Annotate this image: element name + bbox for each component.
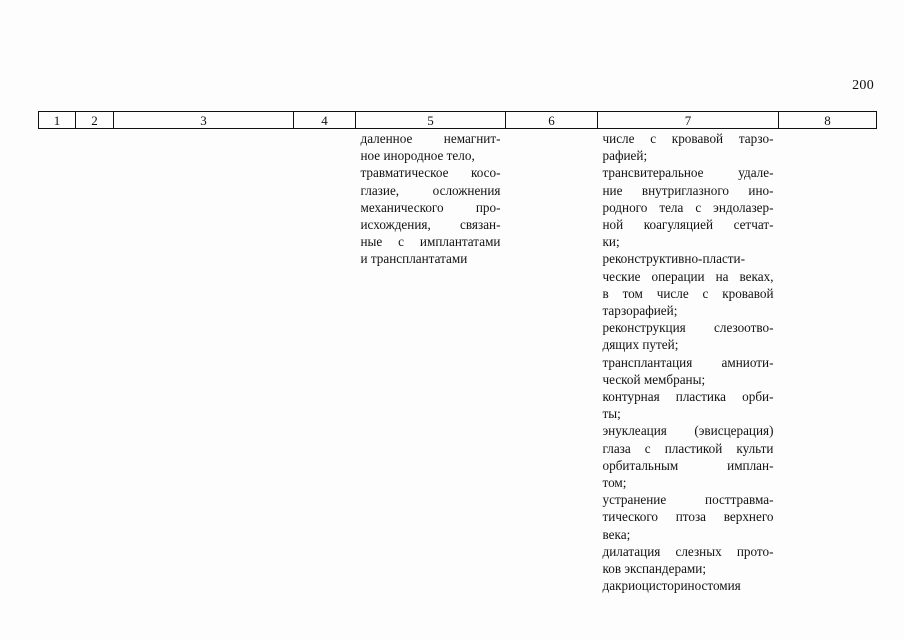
treatment-line: дилатация слезных прото-	[602, 543, 774, 559]
treatment-line: дакриоцисториностомия	[602, 578, 741, 594]
treatment-line: глаза с пластикой культи	[602, 440, 774, 456]
cell-col-6	[506, 129, 598, 595]
diagnosis-line: исхождения, связан-	[360, 217, 501, 233]
treatment-line: дящих путей;	[602, 337, 679, 353]
header-col-1: 1	[39, 112, 76, 129]
diagnosis-line: и трансплантатами	[360, 251, 468, 267]
treatment-line: рафией;	[602, 148, 648, 164]
header-col-4: 4	[294, 112, 356, 129]
cell-col-2	[76, 129, 114, 595]
cell-col-3	[114, 129, 294, 595]
treatment-line: в том числе с кровавой	[602, 285, 774, 301]
table-row	[39, 129, 877, 595]
data-table	[38, 111, 877, 594]
treatment-line: трансплантация амниоти-	[602, 354, 774, 370]
treatment-line: ческой мембраны;	[602, 371, 706, 387]
diagnosis-line: травматическое косо-	[360, 165, 501, 181]
treatment-line: том;	[602, 475, 627, 491]
treatment-line: родного тела с эндолазер-	[602, 199, 774, 215]
treatment-line: энуклеация (эвисцерация)	[602, 423, 774, 439]
treatment-line: числе с кровавой тарзо-	[602, 131, 774, 146]
treatment-line: ты;	[602, 406, 621, 422]
header-col-6: 6	[506, 112, 598, 129]
treatment-line: устранение посттравма-	[602, 492, 774, 508]
header-col-2: 2	[76, 112, 114, 129]
diagnosis-line: даленное немагнит-	[360, 131, 501, 146]
diagnosis-line: механического про-	[360, 199, 501, 215]
treatment-line: реконструктивно-пласти-	[602, 251, 746, 267]
header-col-3: 3	[114, 112, 294, 129]
treatment-line: ние внутриглазного ино-	[602, 182, 774, 198]
cell-col-1	[39, 129, 76, 595]
treatment-line: ки;	[602, 234, 620, 250]
treatment-line: орбитальным имплан-	[602, 457, 774, 473]
page-number: 200	[852, 78, 874, 93]
treatment-line: тического птоза верхнего	[602, 509, 774, 525]
treatment-line: века;	[602, 526, 631, 542]
treatment-line: реконструкция слезоотво-	[602, 320, 774, 336]
cell-col-4	[294, 129, 356, 595]
treatment-line: тарзорафией;	[602, 303, 678, 319]
header-col-8: 8	[779, 112, 877, 129]
diagnosis-line: ные с имплантатами	[360, 234, 501, 250]
treatment-line: ной коагуляцией сетчат-	[602, 217, 774, 233]
header-row	[39, 112, 877, 129]
diagnosis-line: глазие, осложнения	[360, 182, 501, 198]
cell-diagnosis	[356, 129, 506, 595]
cell-col-8	[779, 129, 877, 595]
treatment-line: трансвитеральное удале-	[602, 165, 774, 181]
cell-treatment	[598, 129, 779, 595]
header-col-7: 7	[598, 112, 779, 129]
treatment-line: ческие операции на веках,	[602, 268, 774, 284]
treatment-line: ков экспандерами;	[602, 561, 706, 577]
treatment-line: контурная пластика орби-	[602, 389, 774, 405]
header-col-5: 5	[356, 112, 506, 129]
diagnosis-line: ное инородное тело,	[360, 148, 475, 164]
